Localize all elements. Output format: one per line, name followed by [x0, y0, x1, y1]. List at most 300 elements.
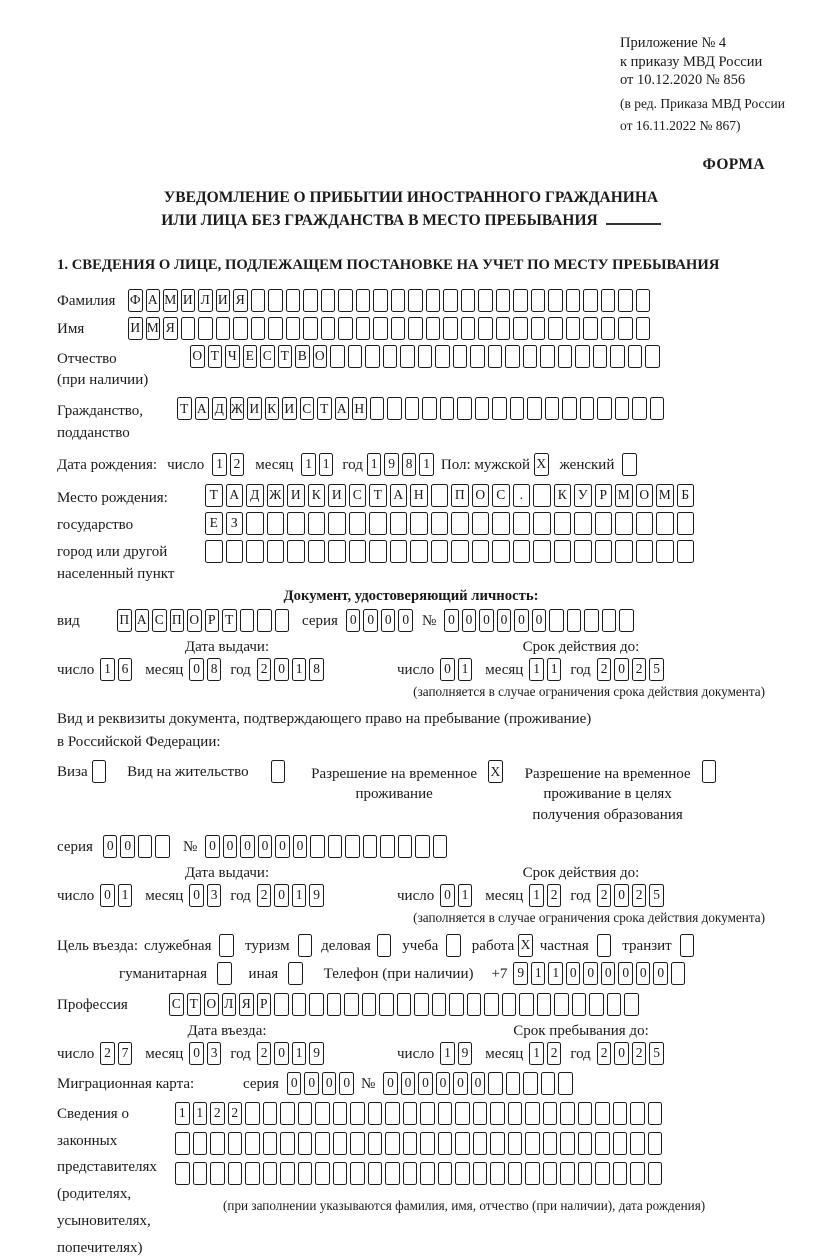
char-cell[interactable]	[636, 512, 654, 535]
char-cell[interactable]	[267, 540, 285, 563]
char-cell[interactable]	[328, 835, 343, 858]
char-cell[interactable]: Т	[222, 609, 237, 632]
char-cell[interactable]	[438, 1102, 453, 1125]
char-cell[interactable]: X	[488, 760, 503, 783]
char-cell[interactable]	[455, 1132, 470, 1155]
char-cell[interactable]: А	[390, 484, 408, 507]
char-cell[interactable]	[321, 289, 336, 312]
char-cell[interactable]	[257, 609, 272, 632]
char-cell[interactable]	[268, 289, 283, 312]
char-cell[interactable]	[656, 540, 674, 563]
char-cell[interactable]	[298, 1102, 313, 1125]
char-cell[interactable]	[540, 345, 555, 368]
char-cell[interactable]	[525, 1132, 540, 1155]
char-cell[interactable]	[287, 540, 305, 563]
char-cell[interactable]	[438, 1132, 453, 1155]
char-cell[interactable]: Е	[243, 345, 258, 368]
char-cell[interactable]	[473, 1102, 488, 1125]
char-cell[interactable]	[578, 1132, 593, 1155]
char-cell[interactable]	[267, 512, 285, 535]
char-cell[interactable]	[575, 345, 590, 368]
char-cell[interactable]	[418, 345, 433, 368]
char-cell[interactable]	[648, 1102, 663, 1125]
char-cell[interactable]	[461, 289, 476, 312]
char-cell[interactable]	[408, 289, 423, 312]
char-cell[interactable]	[636, 540, 654, 563]
char-cell[interactable]	[280, 1162, 295, 1185]
char-cell[interactable]: Т	[369, 484, 387, 507]
char-cell[interactable]	[385, 1102, 400, 1125]
char-cell[interactable]: И	[247, 397, 262, 420]
char-cell[interactable]	[338, 317, 353, 340]
char-cell[interactable]	[315, 1132, 330, 1155]
char-cell[interactable]	[420, 1132, 435, 1155]
char-cell[interactable]	[181, 317, 196, 340]
char-cell[interactable]: Т	[187, 993, 202, 1016]
char-cell[interactable]: 2	[100, 1042, 115, 1065]
char-cell[interactable]: 0	[240, 835, 255, 858]
char-cell[interactable]	[533, 484, 551, 507]
char-cell[interactable]	[369, 512, 387, 535]
char-cell[interactable]	[513, 512, 531, 535]
char-cell[interactable]	[350, 1162, 365, 1185]
char-cell[interactable]	[288, 962, 303, 985]
char-cell[interactable]	[432, 993, 447, 1016]
char-cell[interactable]	[533, 512, 551, 535]
char-cell[interactable]: О	[472, 484, 490, 507]
char-cell[interactable]	[630, 1132, 645, 1155]
char-cell[interactable]	[268, 317, 283, 340]
char-cell[interactable]	[349, 512, 367, 535]
char-cell[interactable]: Е	[205, 512, 223, 535]
char-cell[interactable]: П	[451, 484, 469, 507]
char-cell[interactable]	[321, 317, 336, 340]
char-cell[interactable]	[650, 397, 665, 420]
char-cell[interactable]	[554, 512, 572, 535]
char-cell[interactable]	[431, 540, 449, 563]
char-cell[interactable]	[310, 835, 325, 858]
char-cell[interactable]: У	[574, 484, 592, 507]
char-cell[interactable]: 1	[292, 658, 307, 681]
char-cell[interactable]	[369, 540, 387, 563]
char-cell[interactable]: С	[169, 993, 184, 1016]
char-cell[interactable]	[426, 317, 441, 340]
char-cell[interactable]	[622, 453, 637, 476]
char-cell[interactable]	[645, 345, 660, 368]
char-cell[interactable]: 2	[547, 1042, 562, 1065]
char-cell[interactable]: 0	[566, 962, 581, 985]
char-cell[interactable]	[431, 484, 449, 507]
char-cell[interactable]	[492, 397, 507, 420]
char-cell[interactable]	[595, 1162, 610, 1185]
char-cell[interactable]: 6	[118, 658, 133, 681]
char-cell[interactable]	[385, 1132, 400, 1155]
char-cell[interactable]: 1	[193, 1102, 208, 1125]
char-cell[interactable]	[286, 317, 301, 340]
char-cell[interactable]: И	[128, 317, 143, 340]
char-cell[interactable]	[478, 289, 493, 312]
char-cell[interactable]: Ф	[128, 289, 143, 312]
char-cell[interactable]: 1	[548, 962, 563, 985]
char-cell[interactable]: 1	[292, 884, 307, 907]
char-cell[interactable]: С	[260, 345, 275, 368]
char-cell[interactable]	[519, 993, 534, 1016]
char-cell[interactable]	[531, 317, 546, 340]
char-cell[interactable]: .	[513, 484, 531, 507]
char-cell[interactable]: Т	[278, 345, 293, 368]
char-cell[interactable]: Р	[205, 609, 220, 632]
char-cell[interactable]	[443, 317, 458, 340]
char-cell[interactable]: Л	[198, 289, 213, 312]
char-cell[interactable]	[451, 540, 469, 563]
char-cell[interactable]	[373, 289, 388, 312]
char-cell[interactable]	[420, 1162, 435, 1185]
char-cell[interactable]	[531, 289, 546, 312]
char-cell[interactable]	[303, 317, 318, 340]
char-cell[interactable]	[451, 512, 469, 535]
char-cell[interactable]	[527, 397, 542, 420]
char-cell[interactable]	[138, 835, 153, 858]
char-cell[interactable]	[583, 317, 598, 340]
char-cell[interactable]: А	[335, 397, 350, 420]
char-cell[interactable]	[484, 993, 499, 1016]
char-cell[interactable]: 1	[440, 1042, 455, 1065]
char-cell[interactable]	[193, 1132, 208, 1155]
char-cell[interactable]	[543, 1132, 558, 1155]
char-cell[interactable]: X	[518, 934, 533, 957]
char-cell[interactable]: 5	[649, 1042, 664, 1065]
char-cell[interactable]	[453, 345, 468, 368]
char-cell[interactable]: Д	[246, 484, 264, 507]
char-cell[interactable]	[554, 993, 569, 1016]
char-cell[interactable]: 2	[257, 884, 272, 907]
char-cell[interactable]: 0	[339, 1072, 354, 1095]
char-cell[interactable]	[619, 609, 634, 632]
char-cell[interactable]: А	[195, 397, 210, 420]
char-cell[interactable]	[349, 540, 367, 563]
char-cell[interactable]: О	[190, 345, 205, 368]
char-cell[interactable]: 1	[547, 658, 562, 681]
char-cell[interactable]: М	[146, 317, 161, 340]
char-cell[interactable]: 2	[597, 658, 612, 681]
char-cell[interactable]: О	[187, 609, 202, 632]
char-cell[interactable]	[488, 1072, 503, 1095]
char-cell[interactable]: М	[163, 289, 178, 312]
char-cell[interactable]: З	[226, 512, 244, 535]
char-cell[interactable]: И	[328, 484, 346, 507]
char-cell[interactable]: К	[308, 484, 326, 507]
char-cell[interactable]	[233, 317, 248, 340]
char-cell[interactable]	[443, 289, 458, 312]
char-cell[interactable]: 0	[304, 1072, 319, 1095]
char-cell[interactable]: 0	[653, 962, 668, 985]
char-cell[interactable]: И	[216, 289, 231, 312]
char-cell[interactable]	[457, 397, 472, 420]
char-cell[interactable]	[523, 1072, 538, 1095]
char-cell[interactable]: 2	[228, 1102, 243, 1125]
char-cell[interactable]: 2	[597, 1042, 612, 1065]
char-cell[interactable]: Л	[222, 993, 237, 1016]
char-cell[interactable]	[490, 1102, 505, 1125]
char-cell[interactable]	[541, 1072, 556, 1095]
char-cell[interactable]: Ж	[267, 484, 285, 507]
char-cell[interactable]	[251, 289, 266, 312]
char-cell[interactable]	[216, 317, 231, 340]
char-cell[interactable]: Я	[163, 317, 178, 340]
char-cell[interactable]	[610, 345, 625, 368]
char-cell[interactable]	[435, 345, 450, 368]
char-cell[interactable]	[210, 1162, 225, 1185]
char-cell[interactable]: 0	[614, 1042, 629, 1065]
char-cell[interactable]	[595, 512, 613, 535]
char-cell[interactable]	[370, 397, 385, 420]
char-cell[interactable]	[508, 1102, 523, 1125]
char-cell[interactable]	[488, 345, 503, 368]
char-cell[interactable]: 0	[223, 835, 238, 858]
char-cell[interactable]	[385, 1162, 400, 1185]
char-cell[interactable]	[298, 934, 313, 957]
char-cell[interactable]: Н	[410, 484, 428, 507]
char-cell[interactable]	[298, 1162, 313, 1185]
char-cell[interactable]	[422, 397, 437, 420]
char-cell[interactable]: Т	[208, 345, 223, 368]
char-cell[interactable]	[601, 317, 616, 340]
char-cell[interactable]	[566, 289, 581, 312]
char-cell[interactable]	[420, 1102, 435, 1125]
char-cell[interactable]	[702, 760, 717, 783]
char-cell[interactable]: 2	[632, 884, 647, 907]
char-cell[interactable]	[286, 289, 301, 312]
char-cell[interactable]	[613, 1162, 628, 1185]
char-cell[interactable]	[636, 289, 651, 312]
char-cell[interactable]: 0	[100, 884, 115, 907]
char-cell[interactable]: 0	[462, 609, 477, 632]
char-cell[interactable]	[583, 289, 598, 312]
char-cell[interactable]	[226, 540, 244, 563]
char-cell[interactable]	[403, 1132, 418, 1155]
char-cell[interactable]	[431, 512, 449, 535]
char-cell[interactable]	[275, 609, 290, 632]
char-cell[interactable]: 9	[384, 453, 399, 476]
char-cell[interactable]: 0	[103, 835, 118, 858]
char-cell[interactable]	[567, 609, 582, 632]
char-cell[interactable]	[287, 512, 305, 535]
char-cell[interactable]: 1	[529, 884, 544, 907]
char-cell[interactable]: 1	[292, 1042, 307, 1065]
char-cell[interactable]	[175, 1132, 190, 1155]
char-cell[interactable]	[315, 1102, 330, 1125]
char-cell[interactable]	[350, 1102, 365, 1125]
char-cell[interactable]: 9	[309, 1042, 324, 1065]
char-cell[interactable]	[467, 993, 482, 1016]
char-cell[interactable]	[615, 397, 630, 420]
char-cell[interactable]: 0	[614, 658, 629, 681]
char-cell[interactable]	[219, 934, 234, 957]
char-cell[interactable]	[356, 317, 371, 340]
char-cell[interactable]: И	[181, 289, 196, 312]
char-cell[interactable]	[309, 993, 324, 1016]
char-cell[interactable]: 0	[418, 1072, 433, 1095]
char-cell[interactable]	[368, 1132, 383, 1155]
char-cell[interactable]	[400, 345, 415, 368]
char-cell[interactable]: А	[135, 609, 150, 632]
char-cell[interactable]: 0	[514, 609, 529, 632]
char-cell[interactable]: М	[656, 484, 674, 507]
char-cell[interactable]	[490, 1132, 505, 1155]
char-cell[interactable]	[630, 1162, 645, 1185]
char-cell[interactable]: 9	[458, 1042, 473, 1065]
char-cell[interactable]: А	[226, 484, 244, 507]
char-cell[interactable]: С	[300, 397, 315, 420]
char-cell[interactable]	[328, 512, 346, 535]
char-cell[interactable]: 0	[381, 609, 396, 632]
char-cell[interactable]	[558, 345, 573, 368]
char-cell[interactable]: 9	[309, 884, 324, 907]
char-cell[interactable]	[390, 540, 408, 563]
char-cell[interactable]	[615, 540, 633, 563]
char-cell[interactable]: 0	[274, 1042, 289, 1065]
char-cell[interactable]	[246, 512, 264, 535]
char-cell[interactable]	[680, 934, 695, 957]
char-cell[interactable]: 0	[618, 962, 633, 985]
char-cell[interactable]	[315, 1162, 330, 1185]
char-cell[interactable]	[440, 397, 455, 420]
char-cell[interactable]: Ж	[230, 397, 245, 420]
char-cell[interactable]	[449, 993, 464, 1016]
char-cell[interactable]: П	[117, 609, 132, 632]
char-cell[interactable]: Б	[677, 484, 695, 507]
char-cell[interactable]	[263, 1132, 278, 1155]
char-cell[interactable]: Т	[205, 484, 223, 507]
char-cell[interactable]	[408, 317, 423, 340]
char-cell[interactable]: 3	[207, 1042, 222, 1065]
char-cell[interactable]	[365, 345, 380, 368]
char-cell[interactable]: 1	[118, 884, 133, 907]
char-cell[interactable]: Р	[595, 484, 613, 507]
char-cell[interactable]: 1	[529, 1042, 544, 1065]
char-cell[interactable]	[533, 540, 551, 563]
char-cell[interactable]	[523, 345, 538, 368]
char-cell[interactable]	[475, 397, 490, 420]
char-cell[interactable]	[271, 760, 286, 783]
char-cell[interactable]	[508, 1132, 523, 1155]
char-cell[interactable]	[175, 1162, 190, 1185]
char-cell[interactable]	[595, 1132, 610, 1155]
char-cell[interactable]	[671, 962, 686, 985]
char-cell[interactable]	[632, 397, 647, 420]
char-cell[interactable]: О	[636, 484, 654, 507]
char-cell[interactable]	[584, 609, 599, 632]
char-cell[interactable]	[502, 993, 517, 1016]
char-cell[interactable]	[193, 1162, 208, 1185]
char-cell[interactable]	[245, 1102, 260, 1125]
char-cell[interactable]	[368, 1162, 383, 1185]
char-cell[interactable]: М	[615, 484, 633, 507]
char-cell[interactable]	[490, 1162, 505, 1185]
char-cell[interactable]: 0	[189, 658, 204, 681]
char-cell[interactable]: 0	[205, 835, 220, 858]
char-cell[interactable]	[92, 760, 107, 783]
char-cell[interactable]	[363, 835, 378, 858]
char-cell[interactable]: С	[152, 609, 167, 632]
char-cell[interactable]: 0	[479, 609, 494, 632]
char-cell[interactable]	[492, 512, 510, 535]
char-cell[interactable]: 0	[322, 1072, 337, 1095]
char-cell[interactable]	[597, 934, 612, 957]
char-cell[interactable]	[607, 993, 622, 1016]
char-cell[interactable]: К	[265, 397, 280, 420]
char-cell[interactable]: 0	[287, 1072, 302, 1095]
char-cell[interactable]	[414, 993, 429, 1016]
char-cell[interactable]	[478, 317, 493, 340]
char-cell[interactable]	[403, 1102, 418, 1125]
char-cell[interactable]	[554, 540, 572, 563]
char-cell[interactable]	[566, 317, 581, 340]
char-cell[interactable]: 2	[597, 884, 612, 907]
char-cell[interactable]	[328, 540, 346, 563]
char-cell[interactable]	[333, 1132, 348, 1155]
char-cell[interactable]	[280, 1102, 295, 1125]
char-cell[interactable]	[513, 540, 531, 563]
char-cell[interactable]: 0	[453, 1072, 468, 1095]
char-cell[interactable]	[333, 1162, 348, 1185]
char-cell[interactable]: В	[295, 345, 310, 368]
char-cell[interactable]: 0	[120, 835, 135, 858]
char-cell[interactable]: Н	[352, 397, 367, 420]
char-cell[interactable]: 0	[398, 609, 413, 632]
char-cell[interactable]: Т	[317, 397, 332, 420]
char-cell[interactable]: 0	[258, 835, 273, 858]
char-cell[interactable]	[560, 1132, 575, 1155]
char-cell[interactable]	[383, 345, 398, 368]
char-cell[interactable]	[240, 609, 255, 632]
char-cell[interactable]	[492, 540, 510, 563]
char-cell[interactable]	[558, 1072, 573, 1095]
char-cell[interactable]	[390, 512, 408, 535]
char-cell[interactable]: 0	[346, 609, 361, 632]
char-cell[interactable]	[245, 1162, 260, 1185]
char-cell[interactable]	[549, 609, 564, 632]
char-cell[interactable]	[333, 1102, 348, 1125]
char-cell[interactable]: 1	[212, 453, 227, 476]
char-cell[interactable]	[433, 835, 448, 858]
char-cell[interactable]	[537, 993, 552, 1016]
char-cell[interactable]: 1	[175, 1102, 190, 1125]
char-cell[interactable]: С	[349, 484, 367, 507]
char-cell[interactable]	[263, 1162, 278, 1185]
char-cell[interactable]: 0	[274, 884, 289, 907]
char-cell[interactable]: Я	[239, 993, 254, 1016]
char-cell[interactable]	[630, 1102, 645, 1125]
char-cell[interactable]	[506, 1072, 521, 1095]
char-cell[interactable]	[280, 1132, 295, 1155]
char-cell[interactable]	[205, 540, 223, 563]
char-cell[interactable]	[578, 1102, 593, 1125]
char-cell[interactable]	[228, 1162, 243, 1185]
char-cell[interactable]	[327, 993, 342, 1016]
char-cell[interactable]: 5	[649, 884, 664, 907]
char-cell[interactable]	[308, 512, 326, 535]
char-cell[interactable]: 2	[257, 658, 272, 681]
char-cell[interactable]: 7	[118, 1042, 133, 1065]
char-cell[interactable]	[348, 345, 363, 368]
char-cell[interactable]	[648, 1132, 663, 1155]
char-cell[interactable]	[560, 1162, 575, 1185]
char-cell[interactable]	[210, 1132, 225, 1155]
char-cell[interactable]	[350, 1132, 365, 1155]
char-cell[interactable]	[356, 289, 371, 312]
char-cell[interactable]: Ч	[225, 345, 240, 368]
